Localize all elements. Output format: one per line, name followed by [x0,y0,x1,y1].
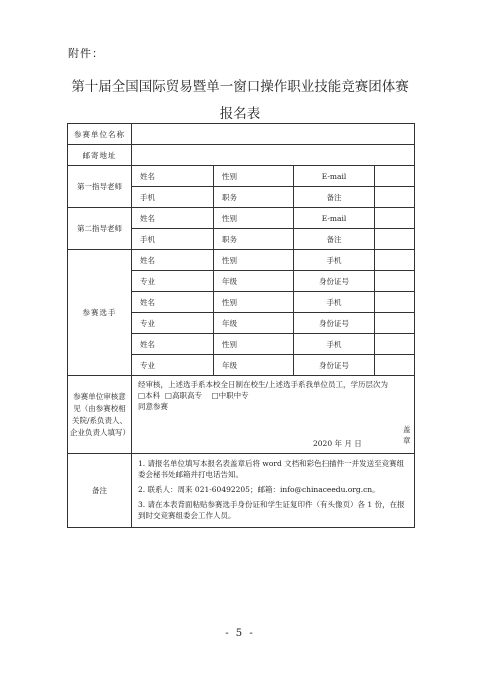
review-agree: 同意参赛 [138,402,168,411]
address-label: 邮寄地址 [68,145,132,166]
player1-gender-label: 性别 [214,250,294,271]
teacher1-remark-label: 备注 [294,187,375,208]
notes-cell [132,454,415,528]
teacher2-remark-label: 备注 [294,229,375,250]
player2-mobile-label: 手机 [294,292,375,313]
player1-mobile-value[interactable] [375,250,415,271]
player2-id-value[interactable] [375,313,415,334]
note-item-2: 2. 联系人：周来 021-60492205；邮箱：info@chinaceedu.org.cn。 [138,485,380,494]
player1-id-label: 身份证号 [294,271,375,292]
teacher1-email-label: E-mail [294,166,375,187]
review-date: 2020 年 月 日 [313,439,362,448]
players-label: 参赛选手 [68,250,132,376]
option-secondary[interactable]: □中职中专 [211,391,249,400]
player3-id-value[interactable] [375,355,415,376]
player1-grade-label: 年级 [214,271,294,292]
player3-grade-label: 年级 [214,355,294,376]
teacher1-label: 第一指导老师 [68,166,132,208]
form-subtitle: 报名表 [219,106,261,122]
teacher1-email-value[interactable] [375,166,415,187]
teacher2-label: 第二指导老师 [68,208,132,250]
teacher2-gender-label: 性别 [214,208,294,229]
form-title: 第十届全国国际贸易暨单一窗口操作职业技能竞赛团体赛 [71,79,409,95]
notes-label: 备注 [68,454,132,528]
page-number: - 5 - [225,628,255,639]
player1-mobile-label: 手机 [294,250,375,271]
teacher2-mobile-label: 手机 [132,229,214,250]
teacher2-email-value[interactable] [375,208,415,229]
player2-id-label: 身份证号 [294,313,375,334]
teacher2-remark-value[interactable] [375,229,415,250]
player1-major-label: 专业 [132,271,214,292]
teacher1-name-label: 姓名 [132,166,214,187]
player1-name-label: 姓名 [132,250,214,271]
player3-major-label: 专业 [132,355,214,376]
address-value[interactable] [132,145,415,166]
teacher1-gender-label: 性别 [214,166,294,187]
player3-name-label: 姓名 [132,334,214,355]
teacher1-position-label: 职务 [214,187,294,208]
option-undergrad[interactable]: □本科 [138,391,161,400]
unit-name-value[interactable] [132,124,415,145]
unit-name-label: 参赛单位名称 [68,124,132,145]
player2-major-label: 专业 [132,313,214,334]
review-cell [132,376,415,454]
option-vocational[interactable]: □高职高专 [164,391,202,400]
player3-gender-label: 性别 [214,334,294,355]
player1-id-value[interactable] [375,271,415,292]
player2-name-label: 姓名 [132,292,214,313]
note-item-1: 1. 请报名单位填写本报名表盖章后将 word 文档和彩色扫描件一并发送至竞赛组委会秘书处邮箱并打电话告知。 [138,459,405,479]
registration-table [67,123,415,528]
teacher1-mobile-label: 手机 [132,187,214,208]
player2-grade-label: 年级 [214,313,294,334]
teacher1-remark-value[interactable] [375,187,415,208]
seal-label: 盖 章 [403,425,411,445]
review-label: 参赛单位审核意见（由参赛校相关院/系负责人、企业负责人填写） [68,376,132,454]
player2-gender-label: 性别 [214,292,294,313]
player3-mobile-value[interactable] [375,334,415,355]
player3-mobile-label: 手机 [294,334,375,355]
review-statement: 经审核，上述选手系本校全日制在校生/上述选手系我单位员工，学历层次为 [138,380,389,389]
teacher2-name-label: 姓名 [132,208,214,229]
attachment-label: 附件： [68,47,104,60]
player2-mobile-value[interactable] [375,292,415,313]
teacher2-position-label: 职务 [214,229,294,250]
player3-id-label: 身份证号 [294,355,375,376]
note-item-3: 3. 请在本表背面粘贴参赛选手身份证和学生证复印件（有头像页）各 1 份，在报到时交竞赛组委会工作人员。 [138,500,405,520]
teacher2-email-label: E-mail [294,208,375,229]
